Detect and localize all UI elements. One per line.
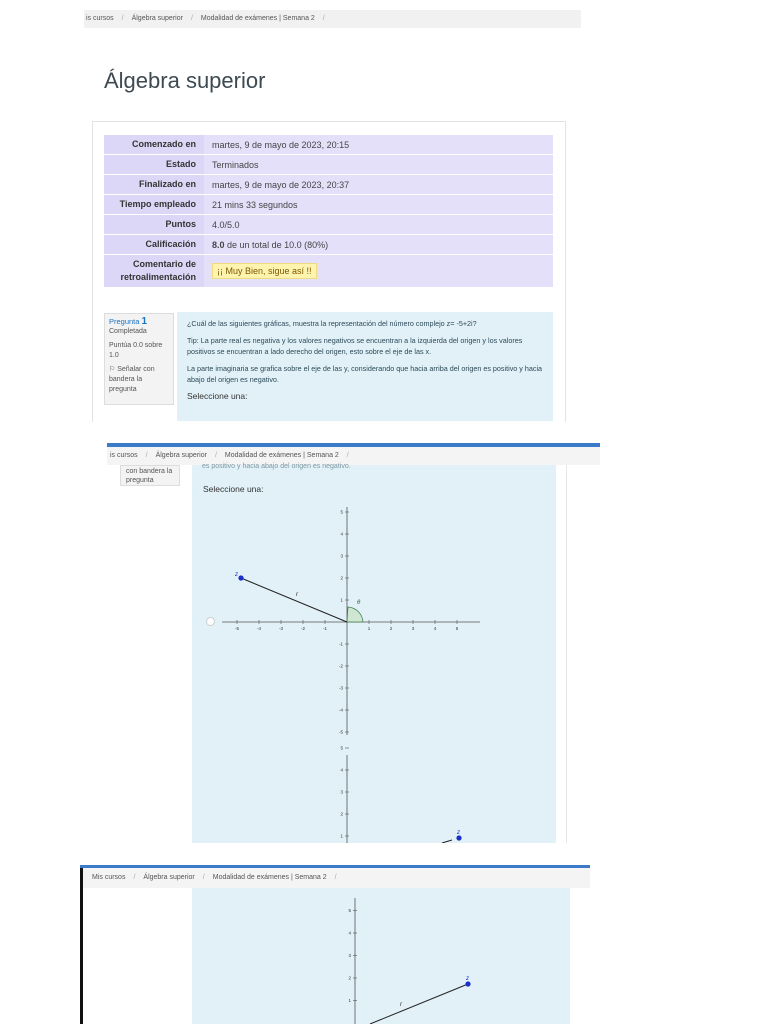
- question-state: Completada: [109, 328, 147, 335]
- flag-icon: ⚐: [109, 366, 116, 373]
- y-tick-label: 3: [340, 553, 343, 559]
- z-label: z: [466, 976, 469, 982]
- summary-label: Estado: [104, 155, 204, 174]
- y-tick-label: -1: [338, 641, 343, 647]
- y-tick-label: 2: [348, 975, 351, 981]
- breadcrumb: [107, 447, 600, 465]
- y-tick-label: -5: [338, 729, 343, 735]
- summary-row: [104, 255, 553, 287]
- breadcrumb-separator: /: [202, 874, 205, 881]
- r-label: r: [296, 592, 298, 598]
- r-label: r: [400, 1002, 402, 1008]
- breadcrumb-my-courses[interactable]: Mis cursos: [92, 874, 126, 881]
- summary-value: martes, 9 de mayo de 2023, 20:15: [204, 135, 553, 154]
- z-label: z: [235, 572, 238, 578]
- point-z: [465, 981, 470, 986]
- answer-graph: [192, 888, 570, 1024]
- x-tick-label: 3: [411, 626, 415, 631]
- question-content: [192, 888, 570, 1024]
- summary-row: [104, 235, 553, 254]
- x-tick-label: 4: [433, 626, 437, 631]
- summary-value: Terminados: [204, 155, 553, 174]
- breadcrumb-section[interactable]: Modalidad de exámenes | Semana 2: [212, 874, 327, 881]
- breadcrumb-separator: /: [334, 874, 337, 881]
- question-info: [120, 465, 180, 486]
- y-tick-label: 3: [340, 789, 343, 795]
- summary-label: Puntos: [104, 215, 204, 234]
- summary-value: 4.0/5.0: [204, 215, 553, 234]
- vector-r: [241, 575, 347, 622]
- attempt-summary-table: [104, 134, 553, 288]
- grade-total: de un total de 10.0 (80%): [227, 239, 329, 250]
- y-tick-label: -3: [338, 685, 343, 691]
- breadcrumb-separator: /: [346, 452, 349, 459]
- question-text-cut: es positivo y hacia abajo del origen es negativo.: [202, 463, 351, 470]
- y-tick-label: 3: [348, 953, 351, 958]
- y-tick-label: 5: [340, 509, 343, 515]
- y-tick-label: 4: [348, 930, 351, 936]
- theta-label: θ: [357, 600, 361, 606]
- summary-label: Calificación: [104, 235, 204, 254]
- breadcrumb-section[interactable]: Modalidad de exámenes | Semana 2: [224, 452, 339, 459]
- breadcrumb-separator: /: [121, 15, 124, 22]
- summary-label: Finalizado en: [104, 175, 204, 194]
- z-label: z: [457, 830, 460, 836]
- breadcrumb-separator: /: [190, 15, 193, 22]
- question-info: [104, 313, 174, 405]
- answer-graph: [192, 465, 556, 843]
- summary-row: [104, 195, 553, 214]
- summary-row: [104, 215, 553, 234]
- summary-label: Comenzado en: [104, 135, 204, 154]
- x-tick-label: -5: [234, 626, 240, 631]
- y-tick-label: 4: [340, 531, 343, 537]
- summary-value: [204, 235, 553, 254]
- breadcrumb-separator: /: [145, 452, 148, 459]
- question-text: ¿Cuál de las siguientes gráficas, muestra la representación del número complejo z= -5+2i?: [187, 319, 477, 328]
- point-z: [238, 575, 243, 580]
- y-tick-label: 1: [340, 597, 343, 603]
- x-tick-label: -2: [300, 626, 306, 631]
- y-tick-label: 5: [348, 908, 351, 913]
- breadcrumb-my-courses[interactable]: is cursos: [110, 452, 138, 459]
- y-tick-label: 2: [340, 811, 343, 817]
- question-number-label: Pregunta: [109, 317, 140, 326]
- select-one-label: Seleccione una:: [187, 391, 248, 401]
- x-tick-label: 2: [389, 626, 393, 631]
- flag-question-link[interactable]: [109, 365, 169, 395]
- breadcrumb-course[interactable]: Álgebra superior: [155, 452, 207, 459]
- flag-question-link[interactable]: con bandera la pregunta: [126, 468, 173, 484]
- breadcrumb-course[interactable]: Álgebra superior: [143, 874, 195, 881]
- panel-border: [566, 465, 567, 843]
- summary-value: 21 mins 33 segundos: [204, 195, 553, 214]
- page-title: Álgebra superior: [104, 68, 266, 93]
- question-points: Puntúa 0.0 sobre 1.0: [109, 342, 163, 359]
- question-content: [192, 465, 556, 843]
- x-tick-label: -4: [256, 626, 262, 631]
- breadcrumb: [84, 10, 581, 28]
- angle-arc: [347, 607, 363, 622]
- question-imaginary-note: La parte imaginaria se grafica sobre el eje de las y, considerando que hacia arriba del origen es positivo y hacia abajo del origen es negativo.: [187, 364, 543, 384]
- summary-label: Comentario de retroalimentación: [104, 255, 204, 287]
- complex-plane-graph: [348, 898, 470, 1024]
- breadcrumb-separator: /: [133, 874, 136, 881]
- flag-question-label: Señalar con bandera la pregunta: [109, 366, 155, 393]
- breadcrumb-section[interactable]: Modalidad de exámenes | Semana 2: [200, 15, 315, 22]
- y-tick-label: 1: [348, 998, 351, 1003]
- feedback-badge: ¡¡ Muy Bien, sigue así !!: [212, 263, 317, 279]
- summary-row: [104, 155, 553, 174]
- summary-row: [104, 175, 553, 194]
- y-tick-label: 2: [340, 575, 343, 581]
- x-tick-label: 5: [455, 626, 459, 631]
- select-one-label: Seleccione una:: [203, 484, 264, 494]
- y-tick-label: 5: [340, 745, 343, 751]
- x-tick-label: 1: [367, 626, 371, 631]
- summary-value: [204, 255, 553, 287]
- answer-radio[interactable]: [206, 617, 215, 626]
- summary-value: martes, 9 de mayo de 2023, 20:37: [204, 175, 553, 194]
- y-tick-label: 1: [340, 833, 343, 839]
- question-tip: Tip: La parte real es negativa y los valores negativos se encuentran a la izquierda del origen y los valores positivos se encuentran a lado derecho del origen, esto sobre el eje de las x.: [187, 336, 523, 356]
- vector-r: [442, 840, 452, 843]
- vector-r: [370, 984, 468, 1024]
- breadcrumb-separator: /: [214, 452, 217, 459]
- y-tick-label: -2: [338, 663, 343, 669]
- y-tick-label: -4: [338, 707, 343, 713]
- point-z: [456, 835, 461, 840]
- breadcrumb: [80, 868, 590, 888]
- window-edge: [80, 868, 83, 1024]
- summary-label: Tiempo empleado: [104, 195, 204, 214]
- y-tick-label: 4: [340, 767, 343, 773]
- x-tick-label: -1: [322, 626, 328, 631]
- breadcrumb-separator: /: [322, 15, 325, 22]
- breadcrumb-course[interactable]: Álgebra superior: [131, 15, 183, 22]
- breadcrumb-my-courses[interactable]: is cursos: [86, 15, 114, 22]
- x-tick-label: -3: [278, 626, 284, 631]
- question-number-value: 1: [141, 316, 148, 327]
- question-number: [109, 317, 169, 327]
- complex-plane-graph: [222, 507, 480, 843]
- grade-value: 8.0: [212, 239, 225, 250]
- question-content: [177, 312, 553, 421]
- summary-row: [104, 135, 553, 154]
